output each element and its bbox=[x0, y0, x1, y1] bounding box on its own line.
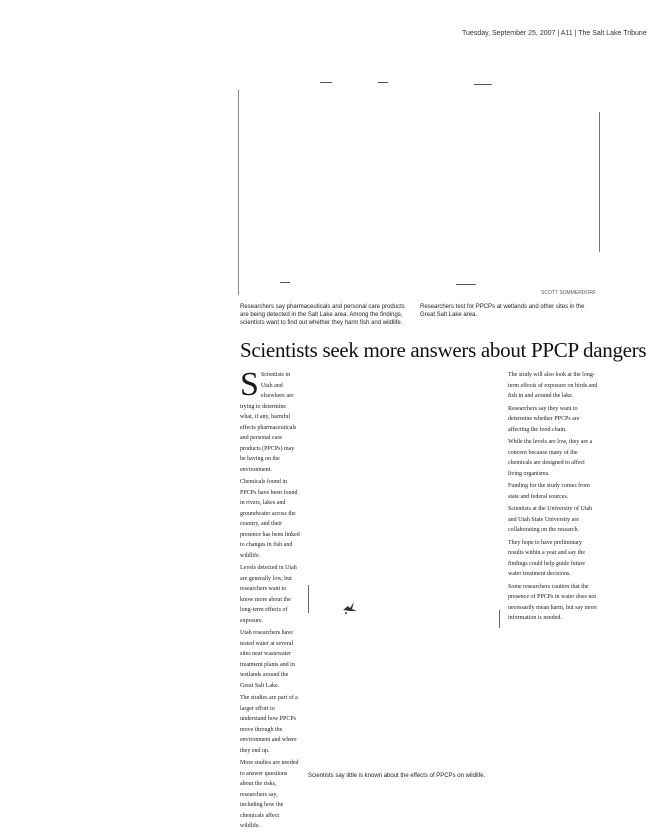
caption-right: Researchers test for PPCPs at wetlands and other sites in the Great Salt Lake area. bbox=[420, 304, 585, 318]
paragraph: Levels detected in Utah are generally low, but researchers want to know more about the long-term effects of exposure. bbox=[240, 565, 297, 624]
paragraph: While the levels are low, they are a concern because many of the chemicals are designed to affect living organisms. bbox=[508, 439, 593, 477]
photo-credit: SCOTT SOMMERDORF bbox=[541, 290, 596, 296]
paragraph: The studies are part of a larger effort to understand how PPCPs move through the environment and where they end up. bbox=[240, 695, 298, 754]
photo-mark bbox=[320, 82, 332, 83]
paragraph: Scientists in Utah and elsewhere are trying to determine what, if any, harmful effects pharmaceuticals and personal care products (PPCPs) may be having on the environment. bbox=[240, 372, 297, 473]
paragraph: Scientists at the University of Utah and Utah State University are collaborating on the research. bbox=[508, 506, 593, 533]
article-column-1 bbox=[240, 366, 300, 829]
paragraph: Some researchers caution that the presence of PPCPs in water does not necessarily mean harm, but say more information is needed. bbox=[508, 583, 597, 621]
article-headline: Scientists seek more answers about PPCP dangers bbox=[240, 338, 647, 362]
paragraph: Researchers say they want to determine whether PPCPs are affecting the food chain. bbox=[508, 405, 580, 433]
top-photo bbox=[238, 72, 600, 298]
paragraph: Utah researchers have tested water at several sites near wastewater treatment plants and in wetlands around the Great Salt Lake. bbox=[240, 630, 295, 689]
bird-silhouette-icon bbox=[340, 598, 360, 618]
paragraph: The study will also look at the long-term effects of exposure on birds and fish in and around the lake. bbox=[508, 372, 598, 399]
drop-cap: S bbox=[240, 366, 259, 403]
caption-left: Researchers say pharmaceuticals and personal care products are being detected in the Salt Lake area. Among the findings, scientists want to find out whether they harm fish and wildlife. bbox=[240, 304, 405, 326]
photo-mark bbox=[456, 284, 476, 285]
paragraph: Funding for the study comes from state and federal sources. bbox=[508, 483, 590, 500]
paragraph: Chemicals found in PPCPs have been found in rivers, lakes and groundwater across the country, and their presence has been linked to changes in fish and wildlife. bbox=[240, 479, 300, 559]
page-header: Tuesday, September 25, 2007 | A11 | The Salt Lake Tribune bbox=[462, 30, 647, 37]
photo-edge-left bbox=[238, 90, 239, 295]
photo-edge-left bbox=[308, 585, 309, 613]
photo-edge-right bbox=[499, 610, 500, 628]
article-column-2 bbox=[508, 370, 598, 795]
photo-edge-right bbox=[599, 112, 600, 252]
center-photo bbox=[308, 370, 500, 770]
paragraph: They hope to have preliminary results within a year and say the findings could help guide future water treatment decisions. bbox=[508, 539, 585, 577]
caption-bottom: Scientists say little is known about the effects of PPCPs on wildlife. bbox=[308, 773, 486, 779]
photo-mark bbox=[474, 84, 492, 85]
paragraph: More studies are needed to answer questions about the risks, researchers say, including how the chemicals affect wildlife. bbox=[240, 760, 299, 829]
photo-mark bbox=[280, 282, 290, 283]
photo-mark bbox=[378, 82, 388, 83]
